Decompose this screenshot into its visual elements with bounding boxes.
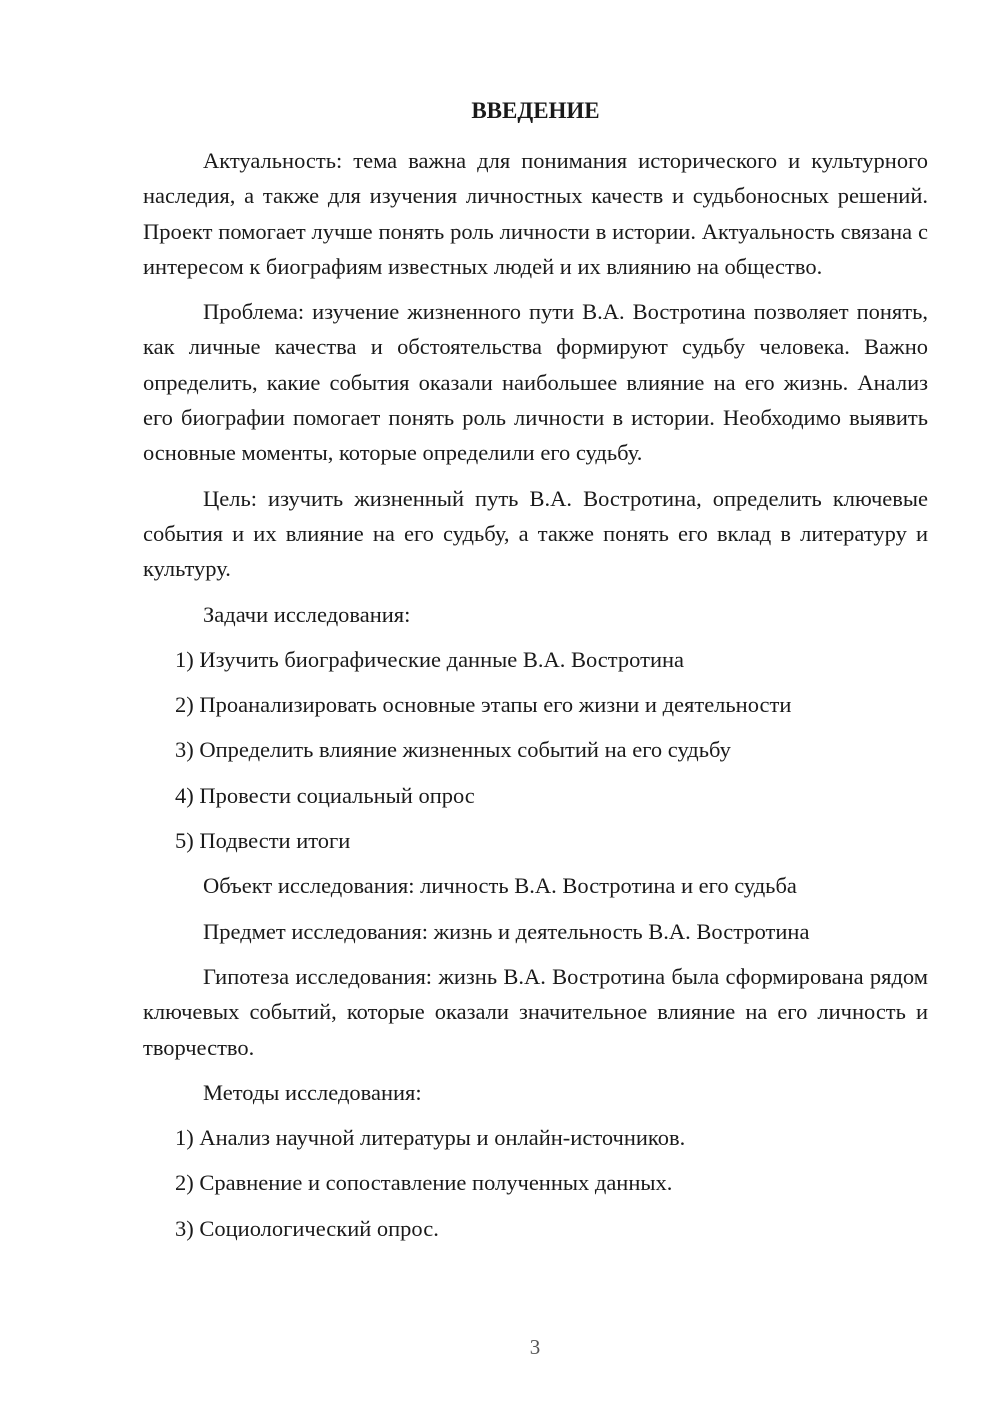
task-item: 4) Провести социальный опрос	[175, 782, 475, 808]
page-title: ВВЕДЕНИЕ	[471, 98, 600, 123]
tasks-list	[143, 642, 928, 858]
relevance-paragraph: Актуальность: тема важна для понимания исторического и культурного наследия, а также для изучения личностных качеств и судьбоносных решений. Проект помогает лучше понять роль личности в истории. Актуальность связана с интересом к биографиям известных людей и их влиянию на общество.	[143, 148, 928, 279]
task-item: 1) Изучить биографические данные В.А. Востротина	[175, 646, 685, 672]
task-item: 2) Проанализировать основные этапы его жизни и деятельности	[175, 692, 792, 718]
method-item: 2) Сравнение и сопоставление полученных данных.	[175, 1170, 673, 1196]
tasks-heading: Задачи исследования:	[203, 601, 411, 627]
problem-paragraph: Проблема: изучение жизненного пути В.А. Востротина позволяет понять, как личные качества и обстоятельства формируют судьбу человека. Важно определить, какие события оказали наибольшее влияние на его жизнь. Анализ его биографии помогает понять роль личности в истории. Необходимо выявить основные моменты, которые определили его судьбу.	[143, 299, 928, 466]
method-item: 1) Анализ научной литературы и онлайн-источников.	[175, 1125, 686, 1151]
subject-line: Предмет исследования: жизнь и деятельность В.А. Востротина	[203, 918, 810, 944]
methods-heading: Методы исследования:	[203, 1079, 422, 1105]
goal-paragraph: Цель: изучить жизненный путь В.А. Востротина, определить ключевые события и их влияние на его судьбу, а также понять его вклад в литературу и культуру.	[143, 485, 928, 582]
document-body	[143, 143, 928, 1256]
task-item: 3) Определить влияние жизненных событий на его судьбу	[175, 737, 731, 763]
methods-list	[143, 1120, 928, 1246]
page-number: 3	[529, 1335, 541, 1359]
hypothesis-paragraph: Гипотеза исследования: жизнь В.А. Востротина была сформирована рядом ключевых событий, которые оказали значительное влияние на его личность и творчество.	[143, 963, 928, 1060]
task-item: 5) Подвести итоги	[175, 828, 351, 854]
object-line: Объект исследования: личность В.А. Востротина и его судьба	[203, 873, 797, 899]
method-item: 3) Социологический опрос.	[175, 1215, 439, 1241]
